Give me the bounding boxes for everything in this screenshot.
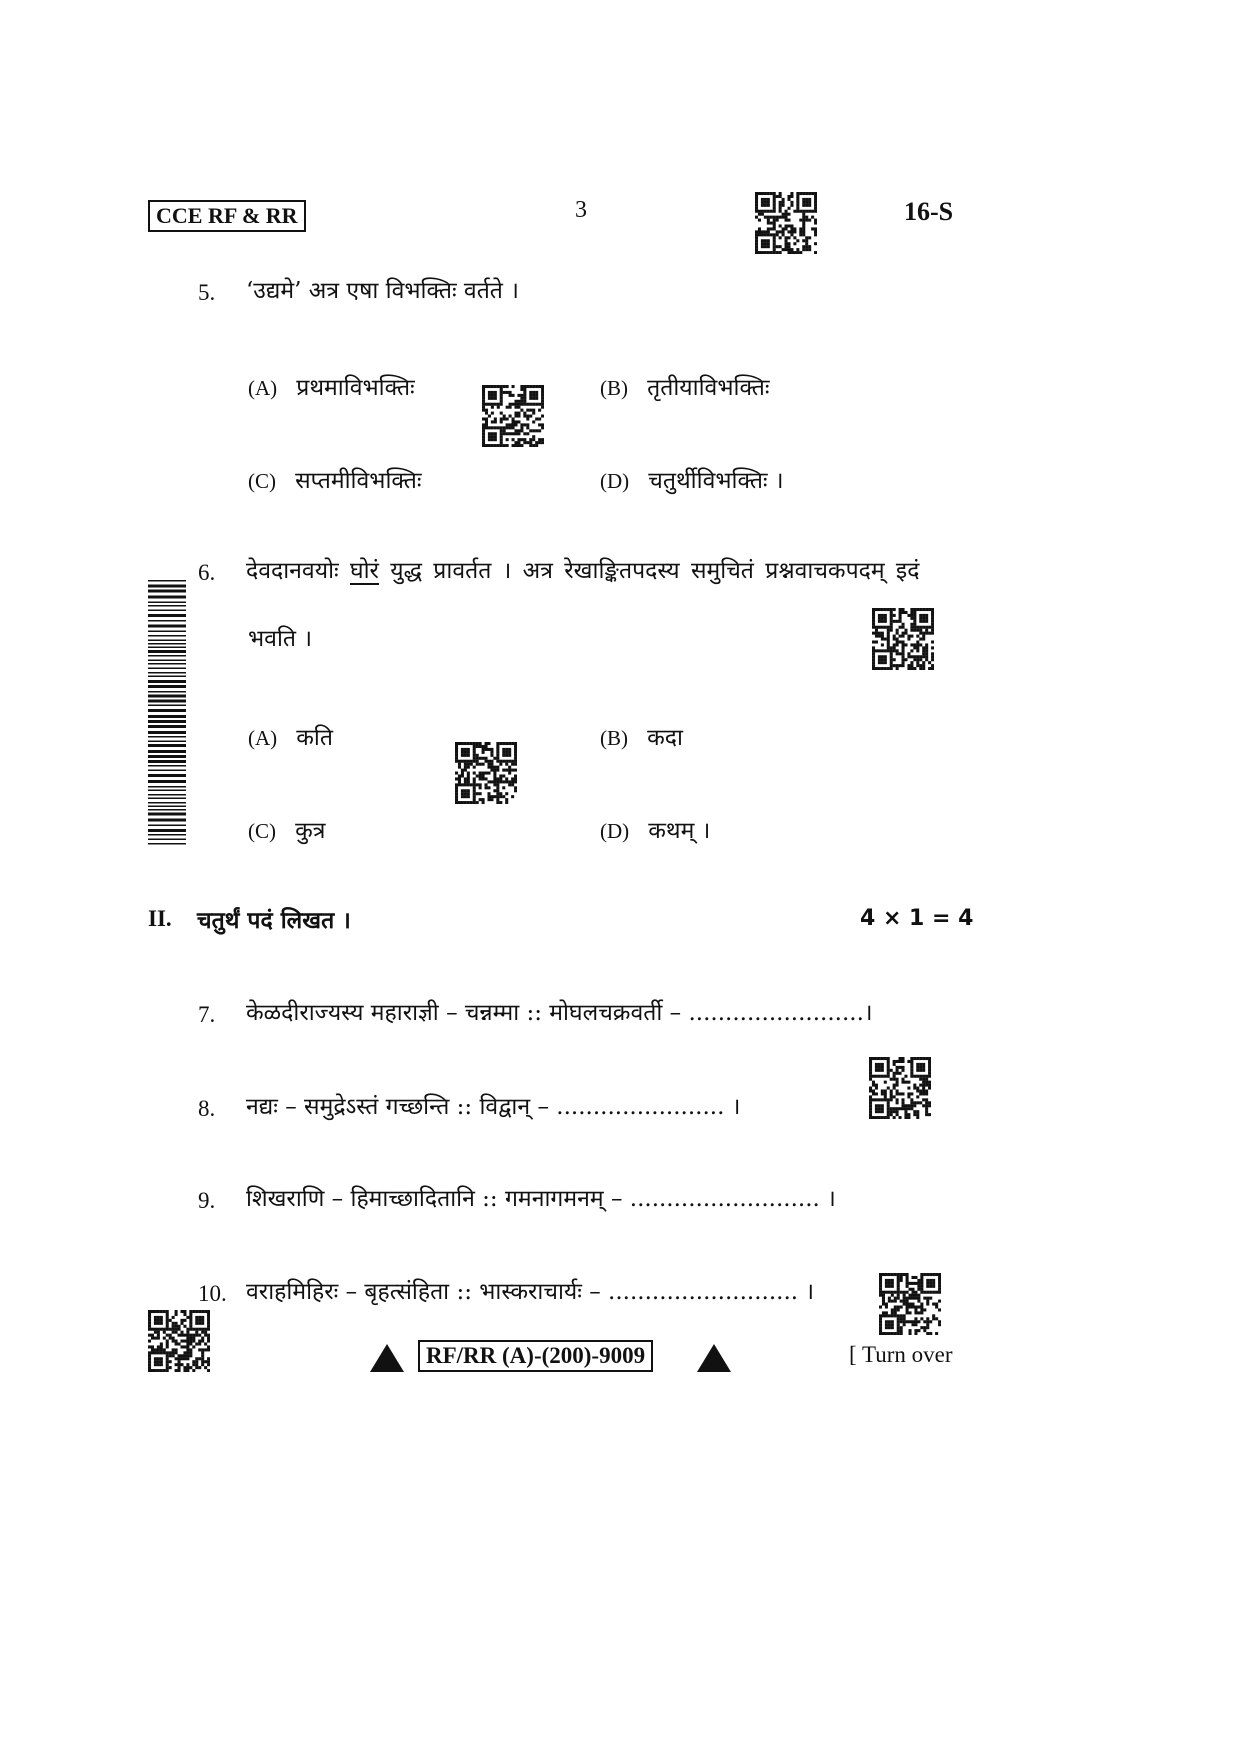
option-text: चतुर्थीविभक्तिः ।: [648, 468, 784, 494]
q6-number: 6.: [198, 560, 216, 585]
q6-option-b: [600, 720, 683, 752]
option-text: सप्तमीविभक्तिः: [295, 468, 422, 494]
option-text: कति: [296, 725, 333, 751]
q5-number: 5.: [198, 280, 216, 305]
qr-code-icon: [455, 742, 517, 804]
option-label: (A): [248, 376, 278, 400]
q6-option-d: [600, 813, 710, 845]
q8-text: नद्यः – समुद्रेऽस्तं गच्छन्ति :: विद्वान् – ....................... ।: [246, 1094, 741, 1120]
page-number: 3: [575, 197, 587, 223]
option-label: (A): [248, 726, 278, 750]
option-text: कथम् ।: [648, 818, 711, 844]
qr-code-icon: [872, 608, 934, 670]
q5-option-b: [600, 370, 770, 402]
qr-code-icon: [755, 192, 817, 254]
option-text: कदा: [647, 725, 683, 751]
option-label: (B): [600, 376, 628, 400]
option-label: (B): [600, 726, 628, 750]
q9-text: शिखराणि – हिमाच्छादितानि :: गमनागमनम् – .......................... ।: [246, 1186, 836, 1212]
qr-code-header: [755, 192, 817, 254]
q7-number: 7.: [198, 1002, 216, 1027]
q5-text: ‘उद्यमे’ अत्र एषा विभक्तिः वर्तते ।: [246, 278, 519, 304]
qr-code-q10: [879, 1273, 941, 1335]
q5-option-a: [248, 370, 415, 402]
paper-code: 16-S: [904, 197, 954, 226]
qr-code-q5: [482, 385, 544, 447]
q10-text: वराहमिहिरः – बृहत्संहिता :: भास्कराचार्यः – .......................... ।: [246, 1279, 815, 1305]
section-title: चतुर्थं पदं लिखत ।: [197, 907, 351, 934]
option-label: (C): [248, 819, 276, 843]
exam-code-box: CCE RF & RR: [148, 200, 306, 232]
q9-number: 9.: [198, 1188, 216, 1213]
qr-code-icon: [482, 385, 544, 447]
option-label: (D): [600, 469, 630, 493]
qr-code-footer: [148, 1310, 210, 1372]
barcode-icon: [148, 580, 186, 845]
option-text: कुत्र: [295, 818, 326, 844]
option-label: (C): [248, 469, 276, 493]
footer-code-box: RF/RR (A)-(200)-9009: [418, 1340, 653, 1372]
q6-text-after: युद्ध प्रावर्तत । अत्र रेखाङ्कितपदस्य समुचितं प्रश्नवाचकपदम् इदं: [390, 558, 920, 584]
section-marks: 4 × 1 = 4: [860, 906, 974, 931]
q6-text-before: देवदानवयोः: [246, 558, 339, 584]
qr-code-q6: [455, 742, 517, 804]
q6-text: [246, 556, 919, 586]
q10-number: 10.: [198, 1281, 227, 1306]
qr-code-q6-right: [872, 608, 934, 670]
option-label: (D): [600, 819, 630, 843]
q5-option-c: [248, 463, 422, 495]
option-text: तृतीयाविभक्तिः: [647, 375, 770, 401]
q6-underlined-word: घोरं: [349, 558, 379, 584]
q7-text: केळदीराज्यस्य महाराज्ञी – चन्नम्मा :: मोघलचक्रवर्ती – ........................।: [246, 1000, 873, 1026]
q6-option-c: [248, 813, 325, 845]
turn-over-text: [ Turn over: [849, 1342, 953, 1367]
side-barcode: [148, 580, 186, 845]
qr-code-q8: [869, 1057, 931, 1119]
qr-code-icon: [869, 1057, 931, 1119]
section-numeral: II.: [148, 906, 172, 931]
triangle-right-icon: [697, 1344, 731, 1372]
qr-code-icon: [879, 1273, 941, 1335]
q8-number: 8.: [198, 1096, 216, 1121]
qr-code-icon: [148, 1310, 210, 1372]
q6-text-line2: भवति ।: [248, 626, 313, 652]
triangle-left-icon: [370, 1344, 404, 1372]
q6-option-a: [248, 720, 333, 752]
q5-option-d: [600, 463, 784, 495]
option-text: प्रथमाविभक्तिः: [296, 375, 415, 401]
